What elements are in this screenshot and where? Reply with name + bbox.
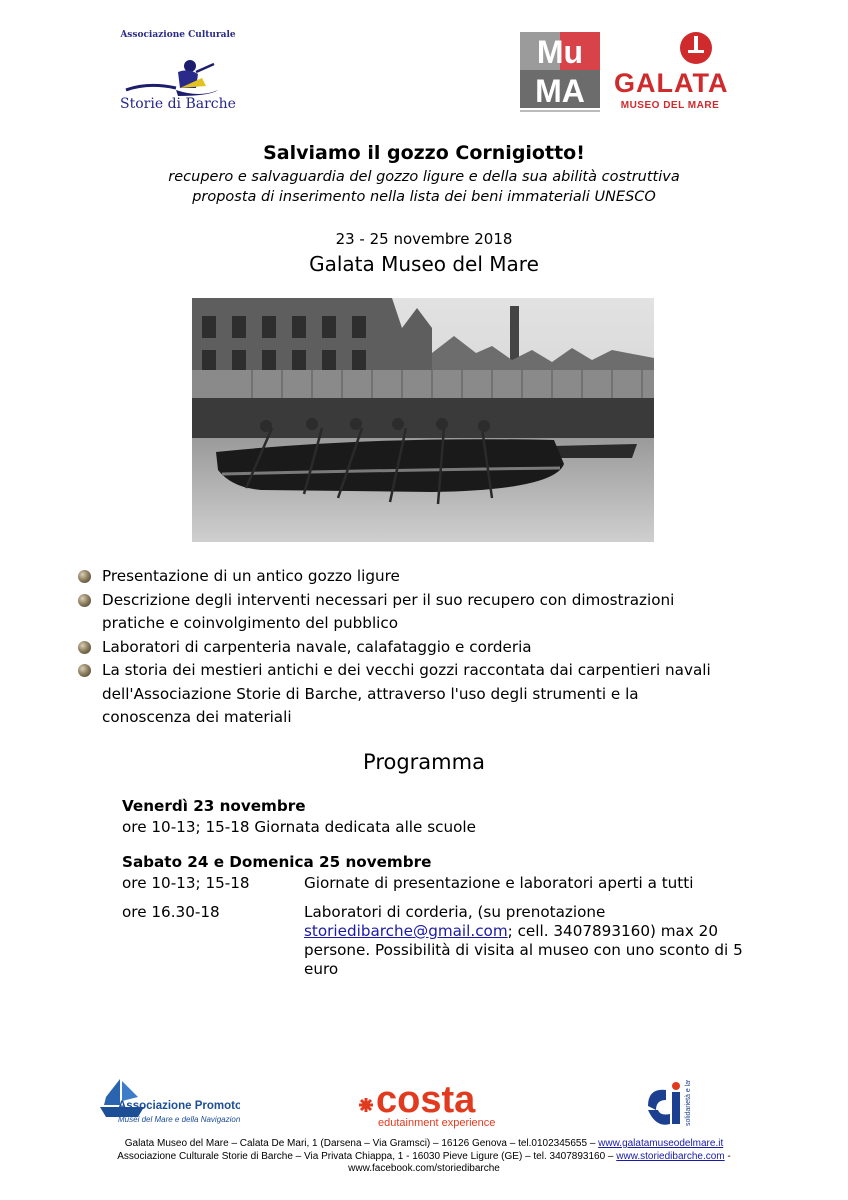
footer-line-2-text: Associazione Culturale Storie di Barche – Via Privata Chiappa, 1 - 16030 Pieve Ligure (GE) – tel. 3407893160 – bbox=[117, 1150, 617, 1162]
historic-boat-photo bbox=[192, 298, 654, 542]
list-item bbox=[78, 565, 798, 589]
day2-row1-desc: Giornate di presentazione e laboratori aperti a tutti bbox=[304, 874, 694, 892]
galata-logo bbox=[614, 30, 729, 112]
costa-sub: edutainment experience bbox=[378, 1117, 496, 1129]
list-item bbox=[78, 659, 798, 730]
solidarieta-text: solidarietà e lavoro bbox=[685, 1080, 692, 1126]
sdb-logo-name: Storie di Barche bbox=[120, 96, 236, 112]
costa-edutainment-logo bbox=[354, 1072, 506, 1132]
feature-list bbox=[78, 565, 798, 730]
event-dates: 23 - 25 novembre 2018 bbox=[335, 230, 513, 248]
footer-line-3: www.facebook.com/storiedibarche bbox=[348, 1163, 500, 1174]
day1-heading: Venerdì 23 novembre bbox=[122, 797, 306, 815]
solidarieta-lavoro-logo bbox=[644, 1080, 714, 1128]
storie-di-barche-logo bbox=[118, 30, 238, 118]
galata-logo-sub: MUSEO DEL MARE bbox=[620, 100, 720, 111]
subtitle-line-1: recupero e salvaguardia del gozzo ligure e della sua abilità costruttiva bbox=[168, 169, 680, 185]
booking-email-link[interactable]: storiedibarche@gmail.com bbox=[304, 922, 508, 940]
bullet-icon bbox=[78, 570, 91, 583]
day2-row2-line4: euro bbox=[304, 960, 339, 978]
bullet-2-line-1: Descrizione degli interventi necessari per il suo recupero con dimostrazioni bbox=[102, 590, 675, 609]
bullet-1-line-1: Presentazione di un antico gozzo ligure bbox=[102, 567, 400, 585]
subtitle-line-2: proposta di inserimento nella lista dei beni immateriali UNESCO bbox=[192, 189, 656, 205]
bullet-icon bbox=[78, 641, 91, 654]
galata-logo-word: GALATA bbox=[614, 68, 729, 98]
day2-row1-time: ore 10-13; 15-18 bbox=[122, 874, 250, 892]
footer-line-2-tail: - bbox=[724, 1150, 731, 1162]
page-footer bbox=[0, 1138, 848, 1176]
day2-row2-time: ore 16.30-18 bbox=[122, 903, 220, 921]
promotori-name: Associazione Promotori bbox=[118, 1100, 240, 1112]
sdb-logo-emblem bbox=[118, 38, 238, 104]
programma-heading: Programma bbox=[363, 750, 485, 774]
page-title: Salviamo il gozzo Cornigiotto! bbox=[263, 142, 585, 164]
day2-row2-desc bbox=[304, 903, 784, 979]
bullet-icon bbox=[78, 594, 91, 607]
bullet-4-line-2: dell'Associazione Storie di Barche, attraverso l'uso degli strumenti e la bbox=[102, 684, 639, 703]
bullet-icon bbox=[78, 664, 91, 677]
muma-logo bbox=[520, 32, 600, 114]
costa-name: costa bbox=[376, 1079, 476, 1121]
list-item bbox=[78, 589, 798, 636]
day2-row2-after-email: ; cell. 3407893160) max 20 bbox=[507, 922, 718, 940]
footer-line-1-text: Galata Museo del Mare – Calata De Mari, 1 (Darsena – Via Gramsci) – 16126 Genova – tel.0102345655 – bbox=[124, 1138, 599, 1149]
storiedibarche-website-link[interactable]: www.storiedibarche.com bbox=[616, 1150, 725, 1162]
bullet-4-line-3: conoscenza dei materiali bbox=[102, 708, 292, 726]
bullet-4-line-1: La storia dei mestieri antichi e dei vecchi gozzi raccontata dai carpentieri navali bbox=[102, 661, 711, 679]
galata-website-link[interactable]: www.galatamuseodelmare.it bbox=[598, 1138, 724, 1149]
sdb-logo-arc-text: Associazione Culturale bbox=[120, 30, 236, 40]
day2-heading: Sabato 24 e Domenica 25 novembre bbox=[122, 853, 432, 871]
event-venue: Galata Museo del Mare bbox=[309, 252, 539, 276]
day1-line: ore 10-13; 15-18 Giornata dedicata alle scuole bbox=[122, 818, 476, 836]
bullet-2-line-2: pratiche e coinvolgimento del pubblico bbox=[102, 614, 399, 632]
day2-row2-line3: persone. Possibilità di visita al museo con uno sconto di 5 bbox=[304, 941, 743, 959]
footer-line-1 bbox=[0, 1138, 848, 1151]
promotori-sub: Musei del Mare e della Navigazione bbox=[118, 1115, 240, 1124]
muma-logo-top: Mu bbox=[536, 34, 584, 70]
list-item bbox=[78, 636, 798, 660]
bullet-3-line-1: Laboratori di carpenteria navale, calafataggio e corderia bbox=[102, 637, 532, 656]
muma-logo-bottom: MA bbox=[535, 73, 585, 109]
footer-line-2 bbox=[0, 1151, 848, 1164]
associazione-promotori-logo bbox=[98, 1075, 240, 1131]
day2-row2-line1: Laboratori di corderia, (su prenotazione bbox=[304, 903, 606, 921]
